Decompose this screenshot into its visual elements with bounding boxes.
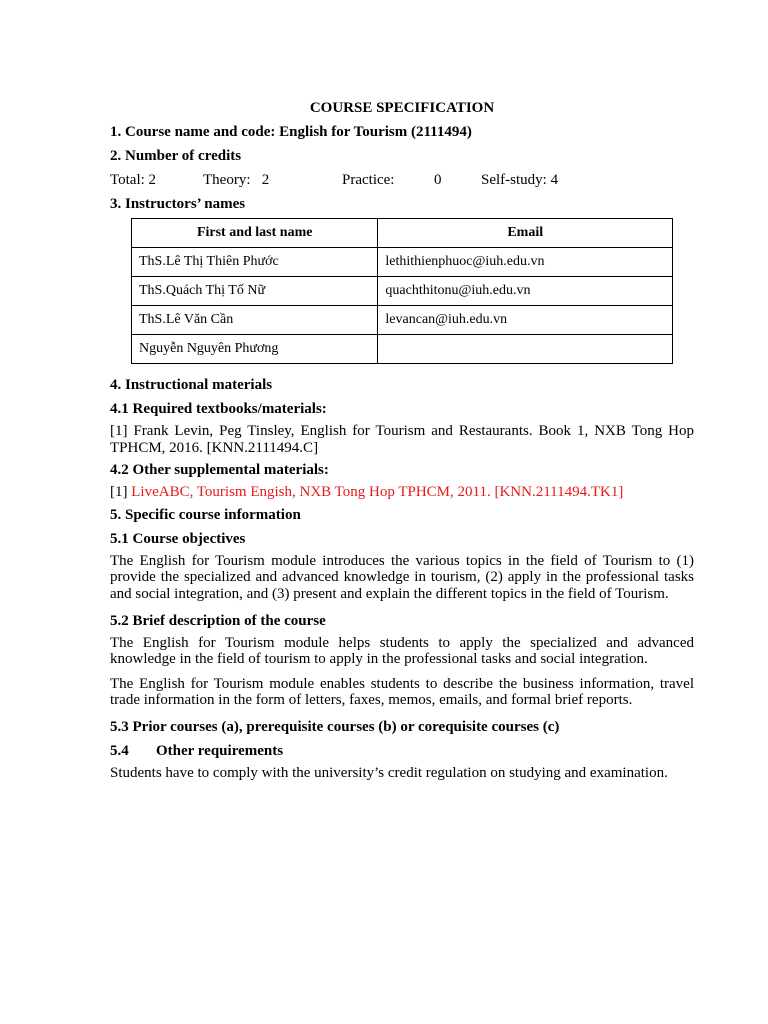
section-2-heading: 2. Number of credits [110,148,242,164]
column-header-email: Email [378,219,673,248]
instructor-name: ThS.Lê Văn Cần [132,306,378,335]
instructor-name: ThS.Lê Thị Thiên Phước [132,248,378,277]
instructor-email [378,335,673,364]
instructor-email: levancan@iuh.edu.vn [378,306,673,335]
supplemental-material-text: LiveABC, Tourism Engish, NXB Tong Hop TPHCM, 2011. [KNN.2111494.TK1] [131,484,624,501]
credits-line [110,170,694,190]
column-header-name: First and last name [132,219,378,248]
other-requirements-text: Students have to comply with the university’s credit regulation on studying and examination. [110,764,668,781]
entry-number: [1] [110,484,132,501]
section-5-heading: 5. Specific course information [110,506,301,523]
section-5-3-heading: 5.3 Prior courses (a), prerequisite courses (b) or corequisite courses (c) [110,718,560,735]
table-row [132,335,673,364]
section-5-4-heading [110,741,694,761]
table-row [132,248,673,277]
course-objectives-text: The English for Tourism module introduces the various topics in the field of Tourism to (1) provide the specialized and advanced knowledge in tourism, (2) apply in the professional tasks and social integration, and (3) present and explain the different topics in the field of Tourism. [110,552,694,602]
required-textbook-entry: [1] Frank Levin, Peg Tinsley, English for Tourism and Restaurants. Book 1, NXB Tong Hop TPHCM, 2016. [KNN.2111494.C] [110,423,694,456]
table-header-row [132,219,673,248]
document-page [110,98,694,790]
credits-practice-label: Practice: [342,172,395,188]
section-4-1-heading: 4.1 Required textbooks/materials: [110,401,327,417]
course-description-paragraph-1: The English for Tourism module helps students to apply the specialized and advanced knowledge in the field of tourism to apply in the professional tasks and social integration. [110,634,694,668]
section-3-heading: 3. Instructors’ names [110,196,246,212]
section-5-1-heading: 5.1 Course objectives [110,530,246,547]
supplemental-material-entry [110,484,694,501]
section-1-heading: 1. Course name and code: English for Tourism (2111494) [110,124,472,140]
course-description-paragraph-2: The English for Tourism module enables students to describe the business information, travel trade information in the form of letters, faxes, memos, emails, and formal brief reports. [110,675,694,709]
credits-practice-value: 0 [434,172,442,188]
credits-selfstudy: Self-study: 4 [481,172,559,188]
credits-total: Total: 2 [110,172,157,188]
instructor-name: Nguyễn Nguyên Phương [132,335,378,364]
credits-theory: Theory: 2 [203,172,270,188]
section-4-2-heading: 4.2 Other supplemental materials: [110,462,329,479]
instructor-email: lethithienphuoc@iuh.edu.vn [378,248,673,277]
section-5-2-heading: 5.2 Brief description of the course [110,612,326,629]
instructor-email: quachthitonu@iuh.edu.vn [378,277,673,306]
section-5-4-number: 5.4 [110,742,129,759]
table-row [132,306,673,335]
table-row [132,277,673,306]
section-5-4-title: Other requirements [156,742,284,759]
instructors-table [131,218,673,364]
instructor-name: ThS.Quách Thị Tố Nữ [132,277,378,306]
section-4-heading: 4. Instructional materials [110,377,273,393]
document-title: COURSE SPECIFICATION [309,100,495,116]
